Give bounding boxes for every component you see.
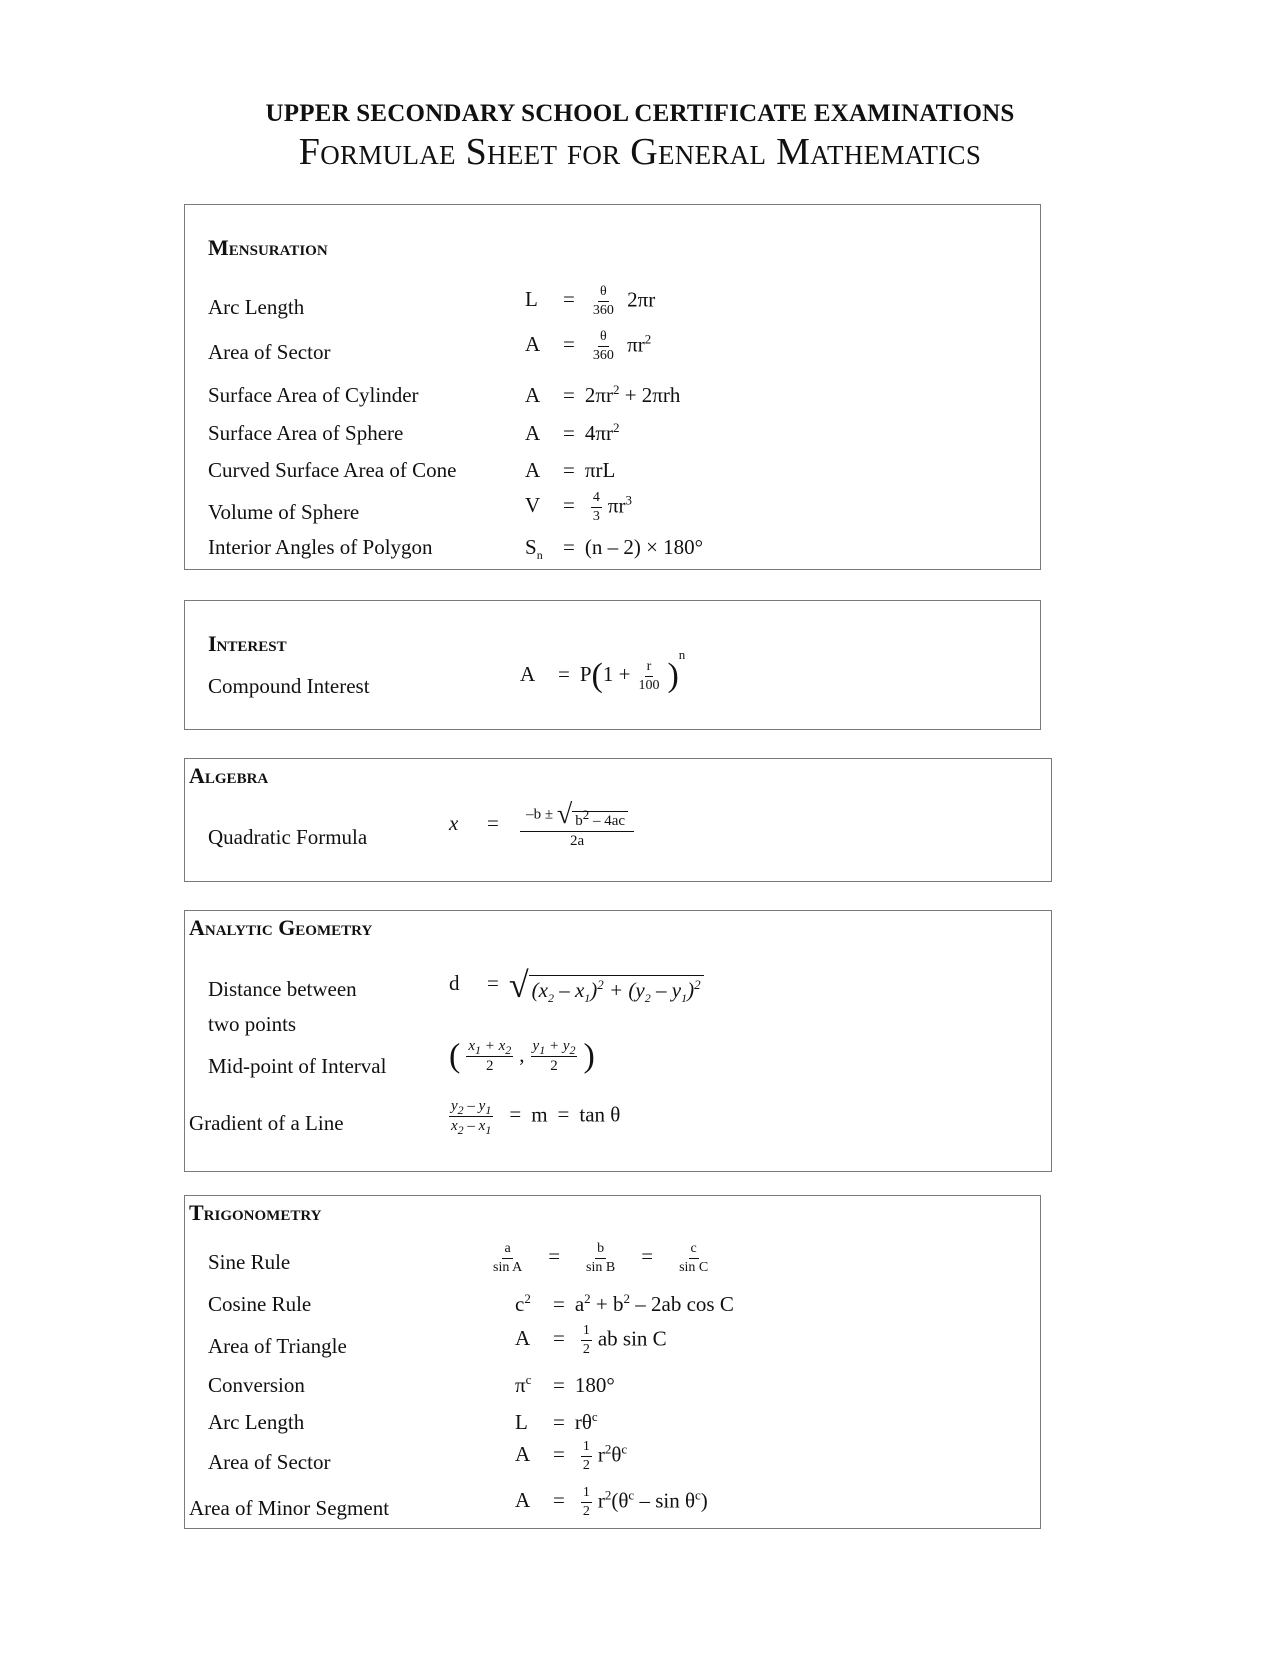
area-of-sector-formula: A = $\frac{\theta}{360}$ $\pi r^2$ [525,329,652,363]
compound-interest-formula: A = P(1 + $\frac{r}{100}$ )$^n$ [520,646,686,694]
formula-label: Sine Rule [208,1250,291,1274]
formula-label: Interior Angles of Polygon [208,535,433,559]
cone-area-formula: A = πrL [525,458,616,482]
gradient-formula: $\frac{y_2 - y_1}{x_2 - x_1}$ = m = tan θ [451,1098,621,1137]
midpoint-formula: ( $\frac{x_1 + x_2}{2}$ , $\frac{y_1 + y_2}{2}$ ) [449,1037,595,1075]
trigonometry-section [184,1195,1041,1529]
exam-title: UPPER SECONDARY SCHOOL CERTIFICATE EXAMINATIONS [265,100,1015,127]
section-title: Trigonometry [189,1200,322,1225]
formula-label: Area of Triangle [208,1334,347,1358]
formula-label: Arc Length [208,1410,305,1434]
formula-label: Surface Area of Cylinder [208,383,419,407]
cylinder-area-formula: $A = 2\pi r^2 + 2\pi rh$ [525,382,681,407]
formula-label: Cosine Rule [208,1292,312,1316]
formula-label: Distance between [208,977,357,1001]
arc-length-formula: L = $\frac{\theta}{360}$ 2πr [525,284,656,318]
formula-label: Mid-point of Interval [208,1054,387,1078]
formula-label: Surface Area of Sphere [208,421,404,445]
distance-formula: d = √ $(x_2 - x_1)^2 + (y_2 - y_1)^2$ [449,967,704,1003]
formula-label: Compound Interest [208,674,370,698]
formula-label: Arc Length [208,295,305,319]
formula-label: two points [208,1012,297,1036]
sphere-area-formula: $A = 4\pi r^2$ [525,420,620,445]
section-title: Mensuration [208,235,328,260]
triangle-area-formula: A = $\frac{1}{2}$ ab sin C [515,1323,667,1357]
polygon-angles-formula: $S_n = (n - 2) \times 180^\circ$ [525,535,704,563]
sine-rule-formula: $\frac{a}{\text{sin A}}$ = $\frac{b}{\text{sin B}}$ = $\frac{c}{\text{sin C}}$ [493,1241,709,1275]
interest-section [184,600,1041,730]
algebra-section [184,758,1052,882]
mensuration-section [184,204,1041,570]
minor-segment-formula: A = $\frac{1}{2}$ $r^2(\theta^c$ – $\sin \theta^c$) [515,1485,708,1519]
formula-label: Quadratic Formula [208,825,368,849]
sheet-title: Formulae Sheet for General Mathematics [298,131,982,173]
trig-sector-area-formula: A = $\frac{1}{2}$ $r^2\theta^c$ [515,1439,628,1473]
analytic-geometry-section [184,910,1052,1172]
conversion-formula: $\pi^c = 180^\circ$ [515,1372,615,1397]
page-header [0,100,1280,174]
trig-arc-length-formula: $L = r\theta^c$ [515,1409,598,1434]
quadratic-formula: x = –b ± √ $b^2 - 4ac$ 2a [449,801,640,849]
formula-label: Area of Sector [208,1450,331,1474]
formula-label: Area of Sector [208,340,331,364]
section-title: Interest [208,631,287,656]
section-title: Analytic Geometry [189,915,373,940]
formula-label: Volume of Sphere [208,500,360,524]
cosine-rule-formula: $c^2 = a^2 + b^2 - 2ab$ cos C [515,1291,734,1316]
formula-label: Area of Minor Segment [189,1496,390,1520]
formula-label: Curved Surface Area of Cone [208,458,457,482]
formula-label: Conversion [208,1373,305,1397]
section-title: Algebra [189,763,269,788]
sphere-volume-formula: V = $\frac{4}{3}$ $\pi r^3$ [525,490,632,524]
formula-label: Gradient of a Line [189,1111,344,1135]
